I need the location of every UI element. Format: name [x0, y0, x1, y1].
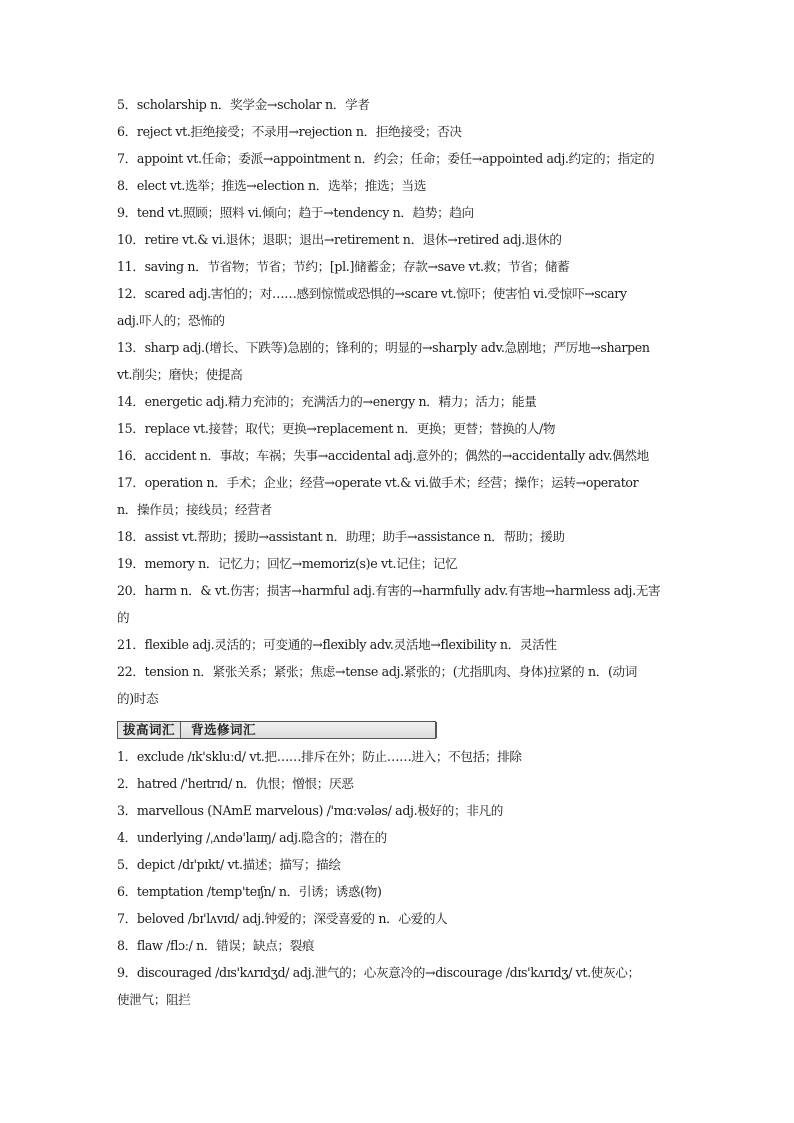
advanced-line: 8．flaw /flɔː/ n．错误；缺点；裂痕 — [117, 938, 315, 953]
vocab-line: 20．harm n．& vt.伤害；损害→harmful adj.有害的→harmfully adv.有害地→harmless adj.无害 — [117, 583, 661, 598]
vocab-line: 的)时态 — [117, 691, 159, 706]
vocab-line: 12．scared adj.害怕的；对……感到惊慌或恐惧的→scare vt.惊吓；使害怕 vi.受惊吓→scary — [117, 286, 627, 301]
vocab-line: 5．scholarship n．奖学金→scholar n．学者 — [117, 97, 370, 112]
vocab-line: 14．energetic adj.精力充沛的；充满活力的→energy n．精力；活力；能量 — [117, 394, 537, 409]
advanced-line: 5．depict /dɪ'pɪkt/ vt.描述；描写；描绘 — [117, 857, 341, 872]
advanced-line: 1．exclude /ɪk'skluːd/ vt.把……排斥在外；防止……进入；不包括；排除 — [117, 749, 522, 764]
advanced-line: 使泄气；阻拦 — [117, 992, 191, 1007]
vocab-line: 6．reject vt.拒绝接受；不录用→rejection n．拒绝接受；否决 — [117, 124, 462, 139]
vocab-line: 9．tend vt.照顾；照料 vi.倾向；趋于→tendency n．趋势；趋向 — [117, 205, 474, 220]
advanced-line: 3．marvellous (NAmE marvelous) /'mɑːvələs/ adj.极好的；非凡的 — [117, 803, 503, 818]
vocab-line: 8．elect vt.选举；推选→election n．选举；推选；当选 — [117, 178, 426, 193]
section-subtitle: 背选修词汇 — [191, 722, 257, 737]
vocab-line: adj.吓人的；恐怖的 — [117, 313, 225, 328]
vocab-line: 19．memory n．记忆力；回忆→memoriz(s)e vt.记住；记忆 — [117, 556, 458, 571]
vocab-line: 16．accident n．事故；车祸；失事→accidental adj.意外的；偶然的→accidentally adv.偶然地 — [117, 448, 649, 463]
advanced-line: 4．underlying /ˌʌndə'laɪɪŋ/ adj.隐含的；潜在的 — [117, 830, 387, 845]
vocab-line: 10．retire vt.& vi.退休；退职；退出→retirement n．退休→retired adj.退休的 — [117, 232, 562, 247]
advanced-line: 2．hatred /'heɪtrɪd/ n．仇恨；憎恨；厌恶 — [117, 776, 354, 791]
advanced-line: 6．temptation /temp'teɪʃn/ n．引诱；诱惑(物) — [117, 884, 382, 899]
vocab-line: 13．sharp adj.(增长、下跌等)急剧的；锋利的；明显的→sharply adv.急剧地；严厉地→sharpen — [117, 340, 650, 355]
vocab-line: 21．flexible adj.灵活的；可变通的→flexibly adv.灵活地→flexibility n．灵活性 — [117, 637, 557, 652]
vocab-line: 的 — [117, 610, 130, 625]
vocab-line: 22．tension n．紧张关系；紧张；焦虑→tense adj.紧张的；(尤指肌肉、身体)拉紧的 n．(动词 — [117, 664, 637, 679]
advanced-line: 9．discouraged /dɪs'kʌrɪdʒd/ adj.泄气的；心灰意冷的→discourage /dɪs'kʌrɪdʒ/ vt.使灰心； — [117, 965, 640, 980]
vocab-line: 15．replace vt.接替；取代；更换→replacement n．更换；更替；替换的人/物 — [117, 421, 556, 436]
advanced-line: 7．beloved /bɪ'lʌvɪd/ adj.钟爱的；深受喜爱的 n．心爱的人 — [117, 911, 448, 926]
vocab-line: 11．saving n．节省物；节省；节约；[pl.]储蓄金；存款→save vt.救；节省；储蓄 — [117, 259, 570, 274]
vocab-list — [117, 91, 682, 712]
vocab-line: 18．assist vt.帮助；援助→assistant n．助理；助手→assistance n．帮助；援助 — [117, 529, 565, 544]
header-end-bar — [435, 722, 437, 738]
vocab-line: 7．appoint vt.任命；委派→appointment n．约会；任命；委任→appointed adj.约定的；指定的 — [117, 151, 655, 166]
vocab-line: vt.削尖；磨快；使提高 — [117, 367, 243, 382]
section-tag: 拔高词汇 — [118, 722, 181, 738]
vocab-line: 17．operation n．手术；企业；经营→operate vt.& vi.做手术；经营；操作；运转→operator — [117, 475, 639, 490]
section-header — [117, 721, 436, 739]
advanced-vocab-list — [117, 743, 682, 1013]
vocab-line: n．操作员；接线员；经营者 — [117, 502, 272, 517]
